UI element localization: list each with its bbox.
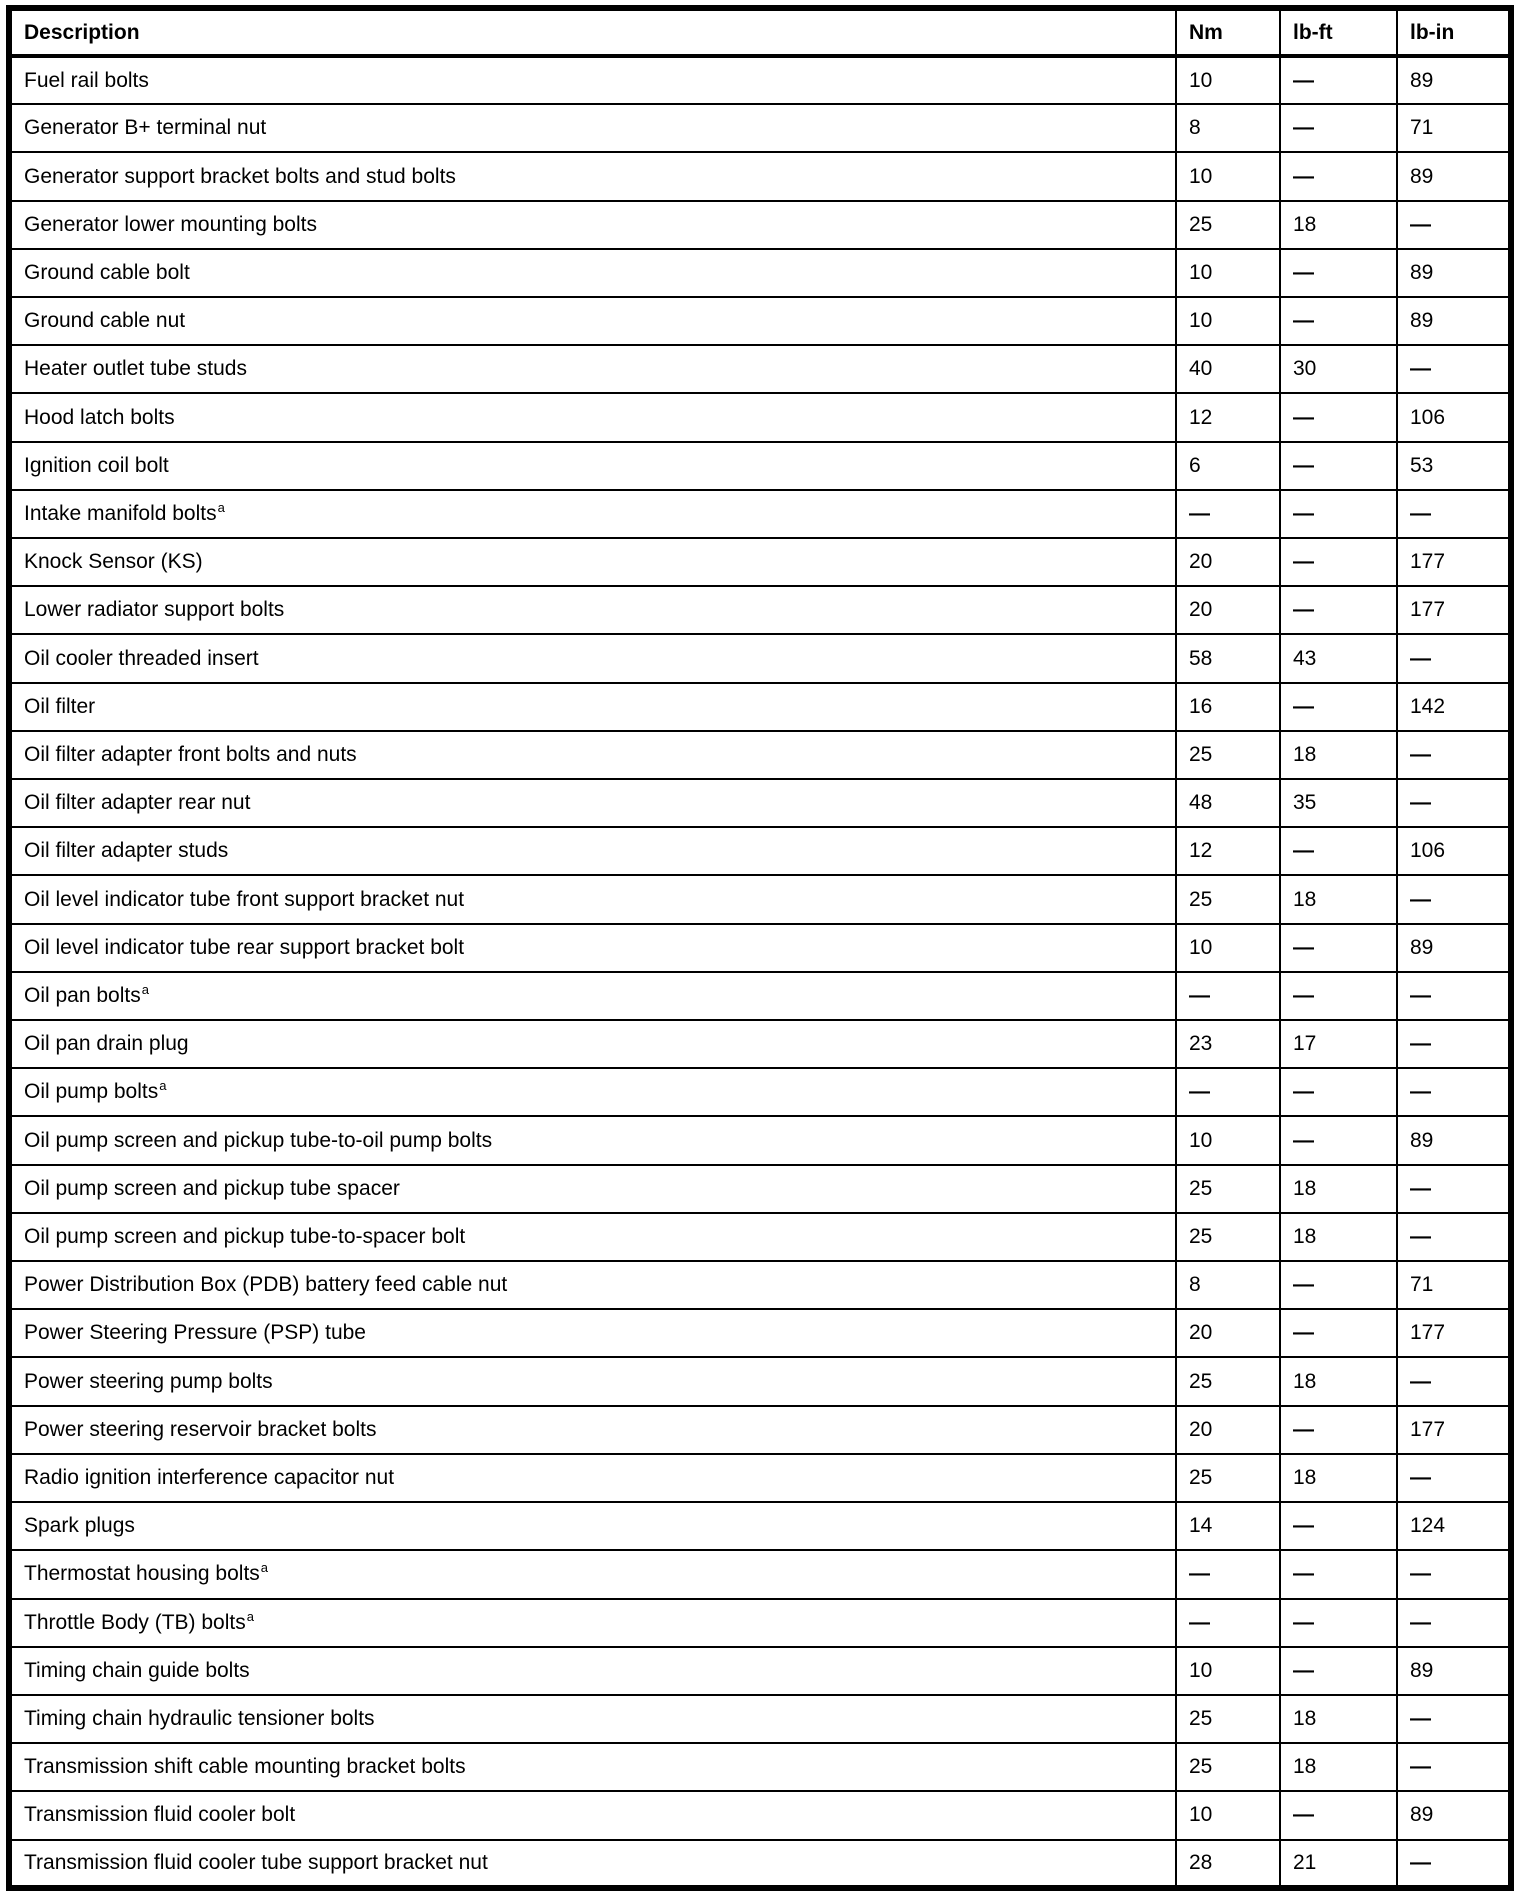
table-row <box>9 1406 1511 1454</box>
lbin-cell: — <box>1397 1020 1511 1068</box>
footnote-marker: a <box>217 499 225 515</box>
lbin-cell: — <box>1397 1695 1511 1743</box>
lbin-cell: 89 <box>1397 924 1511 972</box>
lbft-cell: — <box>1280 56 1397 104</box>
table-row <box>9 1213 1511 1261</box>
lbft-cell: — <box>1280 1406 1397 1454</box>
nm-cell: 16 <box>1176 683 1280 731</box>
nm-cell: 23 <box>1176 1020 1280 1068</box>
table-row <box>9 1550 1511 1598</box>
table-row <box>9 1599 1511 1647</box>
nm-cell: — <box>1176 1599 1280 1647</box>
table-row <box>9 490 1511 538</box>
lbft-cell: 18 <box>1280 1357 1397 1405</box>
lbft-cell: — <box>1280 1550 1397 1598</box>
nm-cell: 20 <box>1176 1309 1280 1357</box>
lbft-cell: 30 <box>1280 345 1397 393</box>
lbin-cell: 89 <box>1397 297 1511 345</box>
table-row <box>9 972 1511 1020</box>
nm-cell: 25 <box>1176 1357 1280 1405</box>
lbft-cell: — <box>1280 249 1397 297</box>
description-cell: Oil filter <box>9 683 1176 731</box>
lbin-cell: 89 <box>1397 1791 1511 1839</box>
lbin-cell: 177 <box>1397 538 1511 586</box>
lbft-cell: 18 <box>1280 731 1397 779</box>
lbin-cell: 89 <box>1397 56 1511 104</box>
description-cell: Throttle Body (TB) bolts$^a$ <box>9 1599 1176 1647</box>
table-row <box>9 1309 1511 1357</box>
lbin-cell: 89 <box>1397 1116 1511 1164</box>
lbin-cell: — <box>1397 875 1511 923</box>
col-header-nm: Nm <box>1176 8 1280 56</box>
description-cell: Generator lower mounting bolts <box>9 201 1176 249</box>
lbin-cell: — <box>1397 972 1511 1020</box>
lbft-cell: 43 <box>1280 634 1397 682</box>
nm-cell: 58 <box>1176 634 1280 682</box>
lbft-cell: 18 <box>1280 201 1397 249</box>
lbft-cell: — <box>1280 152 1397 200</box>
table-row <box>9 393 1511 441</box>
nm-cell: 25 <box>1176 875 1280 923</box>
footnote-marker: a <box>141 981 149 997</box>
lbin-cell: — <box>1397 490 1511 538</box>
footnote-marker: a <box>260 1560 269 1576</box>
nm-cell: 25 <box>1176 1213 1280 1261</box>
lbin-cell: — <box>1397 345 1511 393</box>
nm-cell: 25 <box>1176 1743 1280 1791</box>
col-header-description: Description <box>9 8 1176 56</box>
lbft-cell: — <box>1280 827 1397 875</box>
lbin-cell: 177 <box>1397 586 1511 634</box>
table-row <box>9 634 1511 682</box>
lbft-cell: 21 <box>1280 1840 1397 1888</box>
table-row <box>9 538 1511 586</box>
nm-cell: — <box>1176 1068 1280 1116</box>
lbin-cell: 89 <box>1397 1647 1511 1695</box>
description-cell: Power Distribution Box (PDB) battery feed cable nut <box>9 1261 1176 1309</box>
lbin-cell: — <box>1397 1357 1511 1405</box>
lbin-cell: — <box>1397 1454 1511 1502</box>
description-cell: Power steering pump bolts <box>9 1357 1176 1405</box>
nm-cell: 12 <box>1176 393 1280 441</box>
nm-cell: 25 <box>1176 201 1280 249</box>
nm-cell: 10 <box>1176 152 1280 200</box>
nm-cell: 25 <box>1176 1695 1280 1743</box>
table-row <box>9 683 1511 731</box>
description-cell: Oil filter adapter rear nut <box>9 779 1176 827</box>
table-row <box>9 1261 1511 1309</box>
nm-cell: 10 <box>1176 56 1280 104</box>
lbft-cell: 18 <box>1280 1213 1397 1261</box>
nm-cell: 25 <box>1176 731 1280 779</box>
table-row <box>9 297 1511 345</box>
table-row <box>9 201 1511 249</box>
table-row <box>9 1502 1511 1550</box>
description-cell: Heater outlet tube studs <box>9 345 1176 393</box>
lbin-cell: — <box>1397 1599 1511 1647</box>
description-cell: Oil pump screen and pickup tube-to-spacer bolt <box>9 1213 1176 1261</box>
footnote-marker: a <box>159 1078 167 1094</box>
description-cell: Oil pump screen and pickup tube-to-oil pump bolts <box>9 1116 1176 1164</box>
lbin-cell: 106 <box>1397 827 1511 875</box>
lbft-cell: — <box>1280 442 1397 490</box>
lbin-cell: — <box>1397 1743 1511 1791</box>
lbft-cell: 18 <box>1280 1165 1397 1213</box>
lbin-cell: — <box>1397 1840 1511 1888</box>
nm-cell: 8 <box>1176 1261 1280 1309</box>
lbft-cell: — <box>1280 1261 1397 1309</box>
description-cell: Ground cable bolt <box>9 249 1176 297</box>
nm-cell: 20 <box>1176 1406 1280 1454</box>
lbft-cell: — <box>1280 1116 1397 1164</box>
table-row <box>9 731 1511 779</box>
lbft-cell: — <box>1280 393 1397 441</box>
lbft-cell: — <box>1280 104 1397 152</box>
nm-cell: 48 <box>1176 779 1280 827</box>
table-row <box>9 1743 1511 1791</box>
description-cell: Intake manifold bolts$^a$ <box>9 490 1176 538</box>
table-body <box>9 56 1511 1888</box>
table-row <box>9 1165 1511 1213</box>
table-row <box>9 1357 1511 1405</box>
lbft-cell: — <box>1280 1309 1397 1357</box>
lbft-cell: 17 <box>1280 1020 1397 1068</box>
lbft-cell: 35 <box>1280 779 1397 827</box>
description-cell: Transmission fluid cooler tube support bracket nut <box>9 1840 1176 1888</box>
lbft-cell: — <box>1280 972 1397 1020</box>
table-row <box>9 152 1511 200</box>
description-cell: Spark plugs <box>9 1502 1176 1550</box>
description-cell: Oil pump screen and pickup tube spacer <box>9 1165 1176 1213</box>
description-cell: Radio ignition interference capacitor nut <box>9 1454 1176 1502</box>
lbin-cell: — <box>1397 1550 1511 1598</box>
description-cell: Ignition coil bolt <box>9 442 1176 490</box>
lbft-cell: — <box>1280 586 1397 634</box>
lbft-cell: — <box>1280 1791 1397 1839</box>
lbft-cell: — <box>1280 538 1397 586</box>
table-row <box>9 1116 1511 1164</box>
nm-cell: 25 <box>1176 1165 1280 1213</box>
lbft-cell: — <box>1280 1647 1397 1695</box>
table-row <box>9 345 1511 393</box>
lbin-cell: — <box>1397 1165 1511 1213</box>
table-row <box>9 586 1511 634</box>
table-row <box>9 875 1511 923</box>
description-cell: Hood latch bolts <box>9 393 1176 441</box>
lbft-cell: — <box>1280 1068 1397 1116</box>
table-row <box>9 56 1511 104</box>
description-cell: Timing chain hydraulic tensioner bolts <box>9 1695 1176 1743</box>
torque-spec-table <box>6 5 1514 1891</box>
nm-cell: 8 <box>1176 104 1280 152</box>
table-row <box>9 1791 1511 1839</box>
lbft-cell: 18 <box>1280 1743 1397 1791</box>
lbin-cell: 124 <box>1397 1502 1511 1550</box>
description-cell: Oil pump bolts$^a$ <box>9 1068 1176 1116</box>
lbin-cell: — <box>1397 731 1511 779</box>
table-row <box>9 1068 1511 1116</box>
lbin-cell: — <box>1397 1213 1511 1261</box>
table-row <box>9 104 1511 152</box>
lbin-cell: 177 <box>1397 1309 1511 1357</box>
nm-cell: — <box>1176 972 1280 1020</box>
lbin-cell: 142 <box>1397 683 1511 731</box>
lbft-cell: — <box>1280 490 1397 538</box>
table-row <box>9 827 1511 875</box>
description-cell: Transmission shift cable mounting bracket bolts <box>9 1743 1176 1791</box>
description-cell: Oil filter adapter studs <box>9 827 1176 875</box>
lbin-cell: 53 <box>1397 442 1511 490</box>
lbft-cell: — <box>1280 683 1397 731</box>
table-row <box>9 1020 1511 1068</box>
table-row <box>9 249 1511 297</box>
description-cell: Generator B+ terminal nut <box>9 104 1176 152</box>
nm-cell: 25 <box>1176 1454 1280 1502</box>
description-cell: Oil filter adapter front bolts and nuts <box>9 731 1176 779</box>
description-cell: Timing chain guide bolts <box>9 1647 1176 1695</box>
description-cell: Ground cable nut <box>9 297 1176 345</box>
description-cell: Oil pan drain plug <box>9 1020 1176 1068</box>
col-header-lbft: lb-ft <box>1280 8 1397 56</box>
nm-cell: 12 <box>1176 827 1280 875</box>
table-row <box>9 1454 1511 1502</box>
lbft-cell: 18 <box>1280 1695 1397 1743</box>
lbft-cell: — <box>1280 1599 1397 1647</box>
nm-cell: 20 <box>1176 586 1280 634</box>
lbft-cell: — <box>1280 297 1397 345</box>
nm-cell: 40 <box>1176 345 1280 393</box>
description-cell: Oil level indicator tube front support bracket nut <box>9 875 1176 923</box>
lbin-cell: — <box>1397 779 1511 827</box>
nm-cell: 28 <box>1176 1840 1280 1888</box>
lbin-cell: 177 <box>1397 1406 1511 1454</box>
description-cell: Power steering reservoir bracket bolts <box>9 1406 1176 1454</box>
table-row <box>9 442 1511 490</box>
lbft-cell: — <box>1280 924 1397 972</box>
nm-cell: 10 <box>1176 1647 1280 1695</box>
description-cell: Lower radiator support bolts <box>9 586 1176 634</box>
description-cell: Power Steering Pressure (PSP) tube <box>9 1309 1176 1357</box>
nm-cell: 10 <box>1176 924 1280 972</box>
lbin-cell: 89 <box>1397 152 1511 200</box>
table-row <box>9 1647 1511 1695</box>
nm-cell: 10 <box>1176 1791 1280 1839</box>
description-cell: Thermostat housing bolts$^a$ <box>9 1550 1176 1598</box>
lbft-cell: — <box>1280 1502 1397 1550</box>
table-row <box>9 779 1511 827</box>
description-cell: Knock Sensor (KS) <box>9 538 1176 586</box>
nm-cell: — <box>1176 490 1280 538</box>
description-cell: Fuel rail bolts <box>9 56 1176 104</box>
lbin-cell: 106 <box>1397 393 1511 441</box>
nm-cell: 10 <box>1176 1116 1280 1164</box>
lbin-cell: 89 <box>1397 249 1511 297</box>
description-cell: Oil cooler threaded insert <box>9 634 1176 682</box>
nm-cell: 10 <box>1176 297 1280 345</box>
description-cell: Oil pan bolts$^a$ <box>9 972 1176 1020</box>
nm-cell: 10 <box>1176 249 1280 297</box>
nm-cell: 20 <box>1176 538 1280 586</box>
lbin-cell: 71 <box>1397 1261 1511 1309</box>
table-row <box>9 1695 1511 1743</box>
description-cell: Generator support bracket bolts and stud bolts <box>9 152 1176 200</box>
nm-cell: 6 <box>1176 442 1280 490</box>
col-header-lbin: lb-in <box>1397 8 1511 56</box>
lbin-cell: — <box>1397 1068 1511 1116</box>
lbin-cell: 71 <box>1397 104 1511 152</box>
lbft-cell: 18 <box>1280 875 1397 923</box>
header-row <box>9 8 1511 56</box>
nm-cell: — <box>1176 1550 1280 1598</box>
table-row <box>9 924 1511 972</box>
footnote-marker: a <box>246 1608 254 1624</box>
description-cell: Oil level indicator tube rear support bracket bolt <box>9 924 1176 972</box>
lbft-cell: 18 <box>1280 1454 1397 1502</box>
lbin-cell: — <box>1397 201 1511 249</box>
description-cell: Transmission fluid cooler bolt <box>9 1791 1176 1839</box>
lbin-cell: — <box>1397 634 1511 682</box>
table-row <box>9 1840 1511 1888</box>
nm-cell: 14 <box>1176 1502 1280 1550</box>
